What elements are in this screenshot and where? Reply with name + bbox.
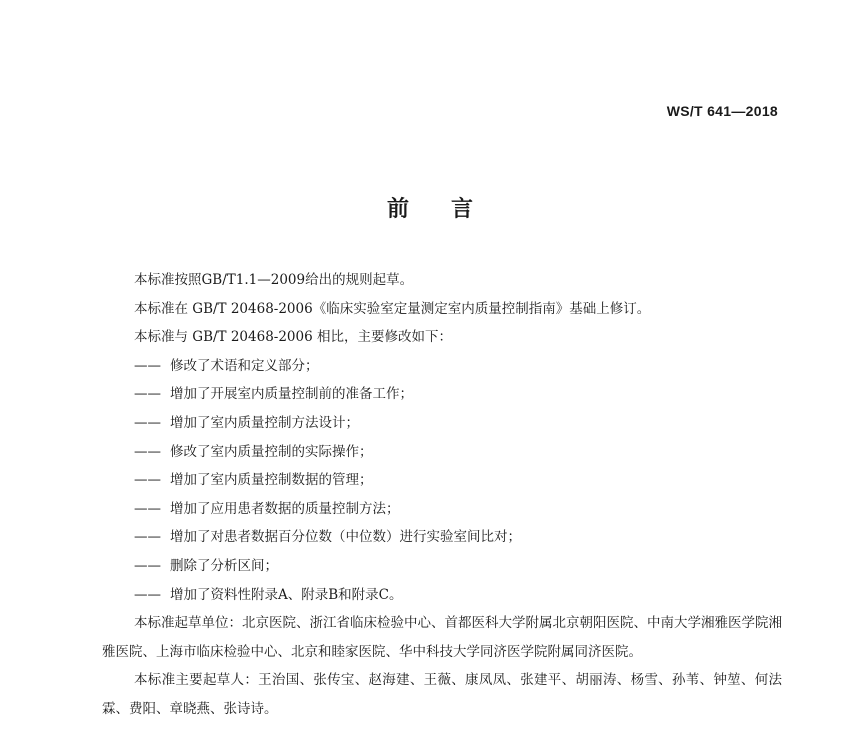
standard-code: WS/T 641—2018 [666,103,778,119]
change-item-text: 修改了术语和定义部分； [170,357,319,374]
paragraph-revision-basis: 本标准在 GB/T 20468-2006《临床实验室定量测定室内质量控制指南》基础上修订。 [134,300,651,317]
paragraph-drafters: 本标准主要起草人：王治国、张传宝、赵海建、王薇、康凤凤、张建平、胡丽涛、杨雪、孙苇、钟堃、何法霖、费阳、章晓燕、张诗诗。 [102,672,782,717]
change-item [102,438,782,467]
change-item-text: 增加了对患者数据百分位数（中位数）进行实验室间比对； [170,529,521,546]
dash-mark: —— [134,357,161,374]
change-item [102,380,782,409]
change-item [102,581,782,610]
change-item [102,552,782,581]
change-item-text: 增加了室内质量控制数据的管理； [170,472,373,489]
change-item [102,352,782,381]
paragraph-drafting-rules: 本标准按照GB/T1.1—2009给出的规则起草。 [134,272,414,288]
change-item-text: 增加了室内质量控制方法设计； [170,414,359,431]
change-item-text: 修改了室内质量控制的实际操作； [170,443,373,460]
change-item-text: 增加了应用患者数据的质量控制方法； [170,500,400,517]
change-item [102,523,782,552]
change-item [102,466,782,495]
change-item [102,409,782,438]
dash-mark: —— [134,472,161,489]
change-item [102,495,782,524]
dash-mark: —— [134,586,161,603]
dash-mark: —— [134,414,161,431]
change-item-text: 增加了资料性附录A、附录B和附录C。 [170,586,403,603]
dash-mark: —— [134,557,161,574]
dash-mark: —— [134,386,161,403]
dash-mark: —— [134,500,161,517]
paragraph-changes-intro: 本标准与 GB/T 20468-2006 相比，主要修改如下： [134,329,452,346]
dash-mark: —— [134,443,161,460]
change-item-text: 增加了开展室内质量控制前的准备工作； [170,386,413,403]
paragraph-drafting-units: 本标准起草单位：北京医院、浙江省临床检验中心、首都医科大学附属北京朝阳医院、中南大学湘雅医学院湘雅医院、上海市临床检验中心、北京和睦家医院、华中科技大学同济医学院附属同济医院。 [102,615,782,660]
page-title: 前言 [386,197,515,222]
change-item-text: 删除了分析区间； [170,557,278,574]
foreword-body [102,266,782,724]
dash-mark: —— [134,529,161,546]
